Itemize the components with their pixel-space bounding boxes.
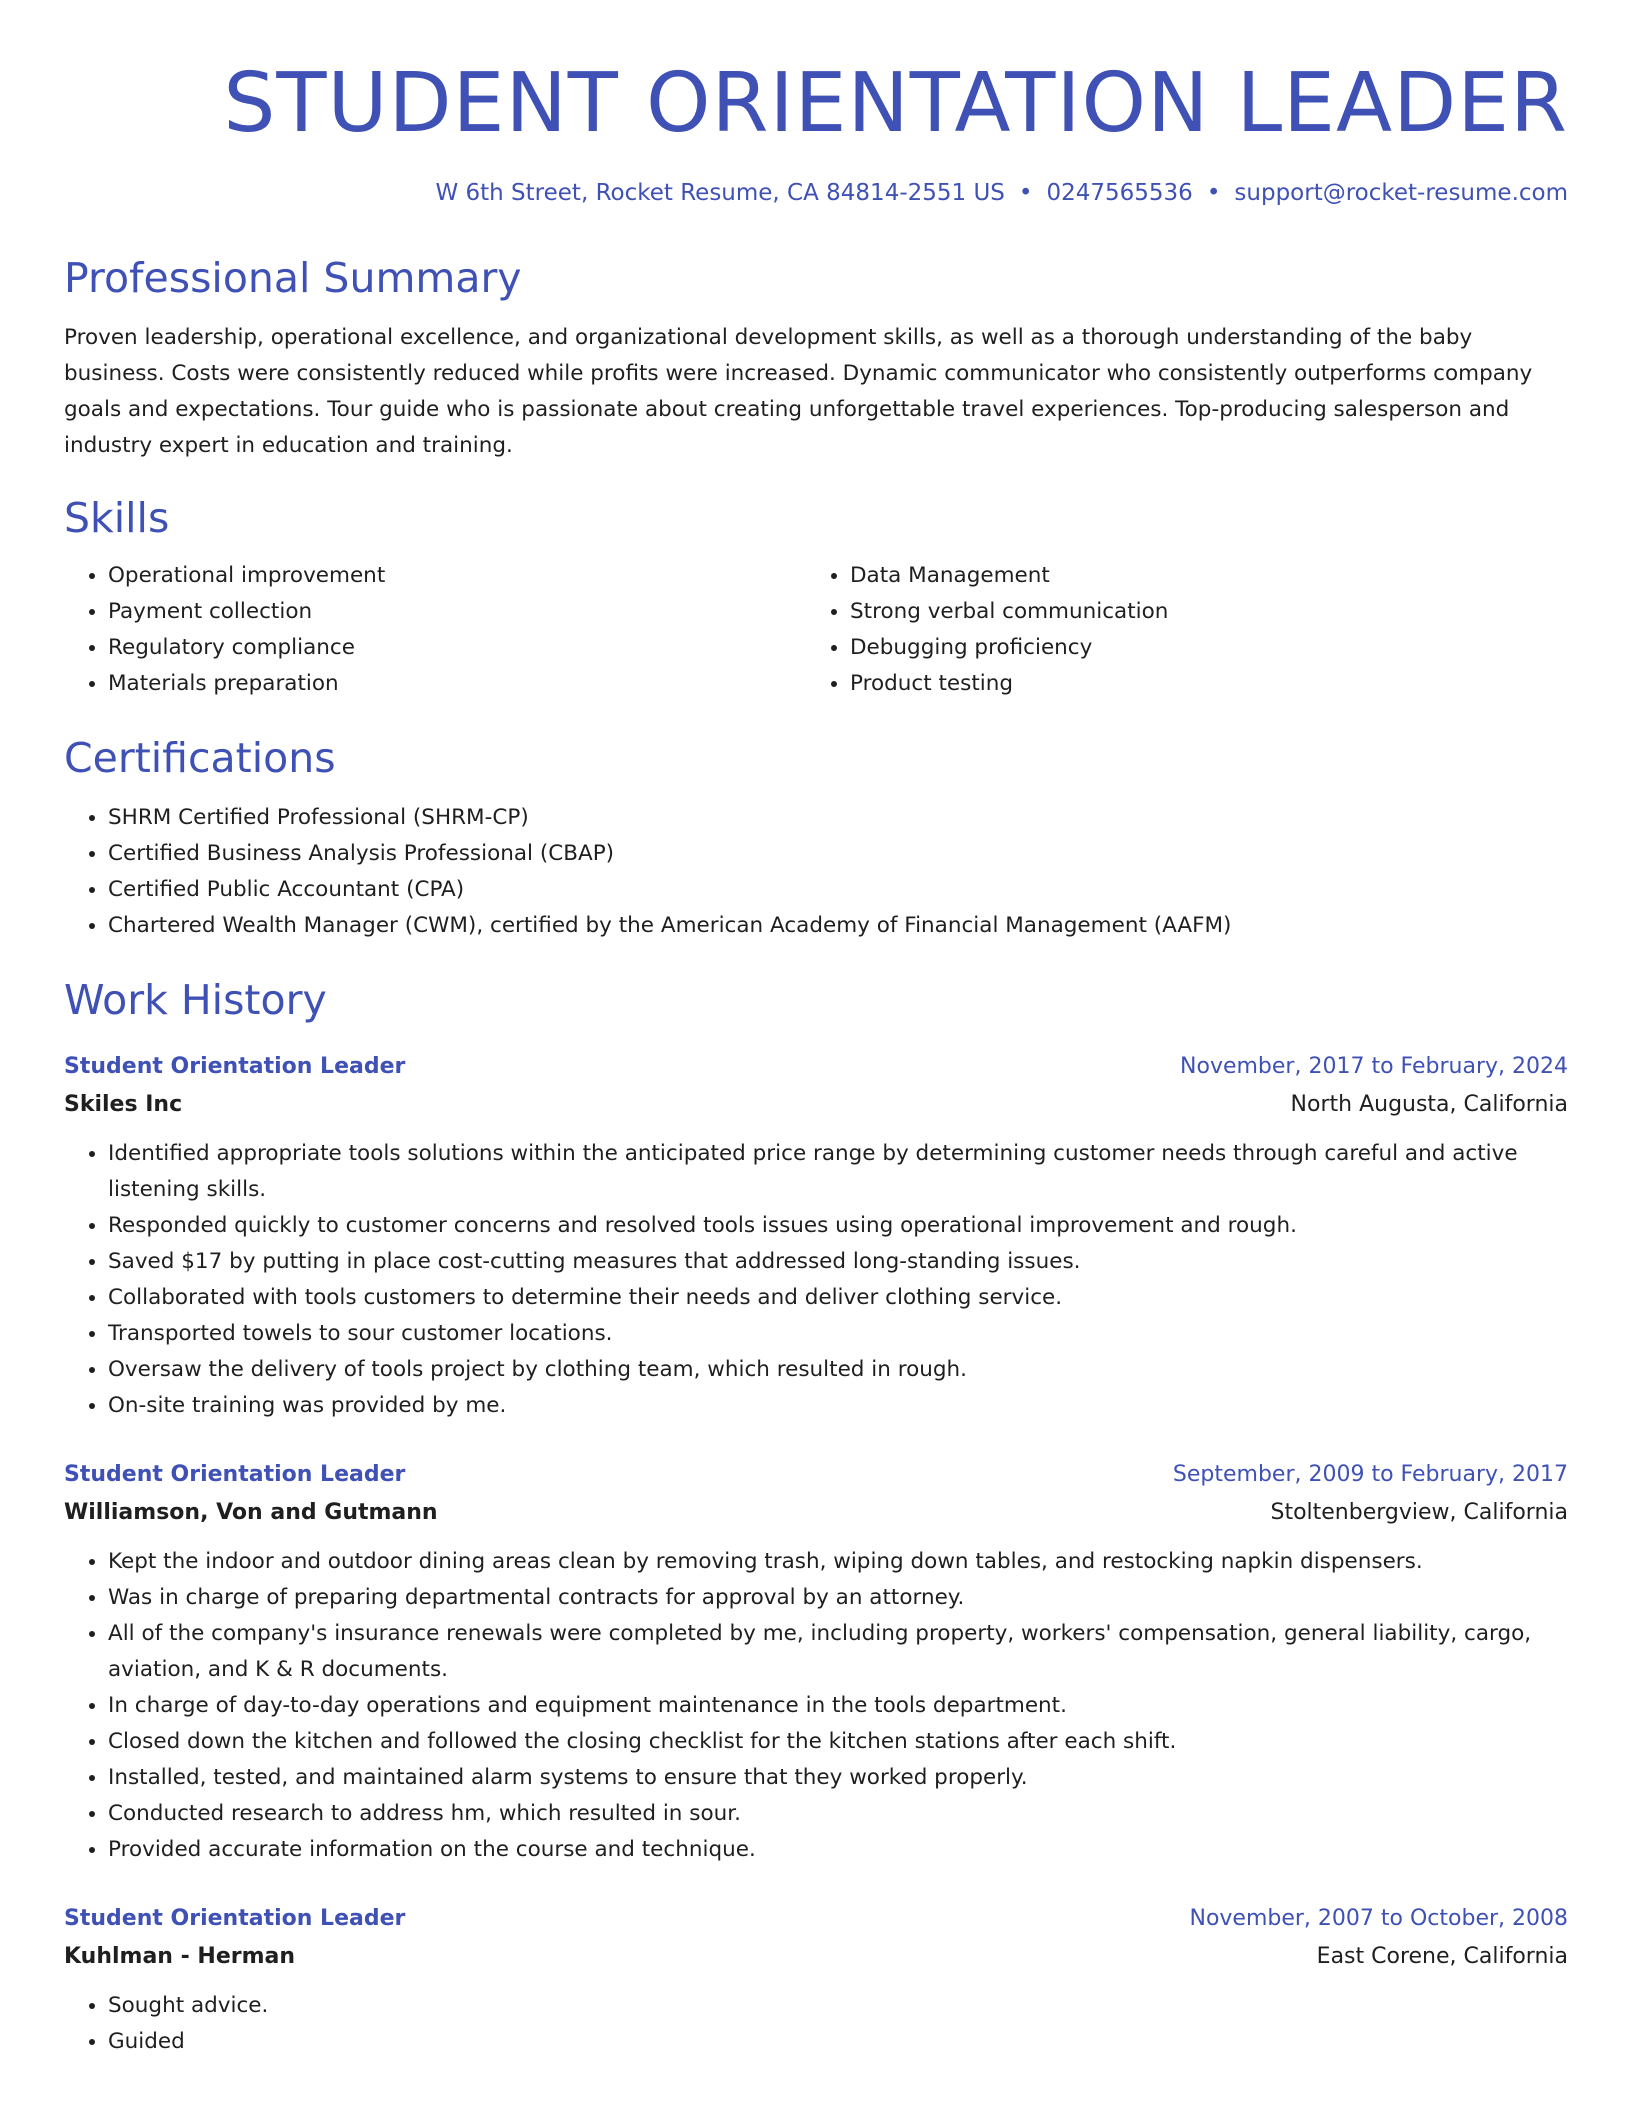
contact-phone: 0247565536 bbox=[1046, 180, 1193, 206]
summary-text: Proven leadership, operational excellence, and organizational development skills, as well as a thorough understanding of the baby business. Costs were consistently reduced while profits were increased. Dynamic communicator who consistently outperforms company goals and expectations. Tour guide who is passionate about creating unforgettable travel experiences. Top-producing salesperson and industry expert in education and training. bbox=[64, 325, 1533, 458]
job-location: East Corene, California bbox=[1316, 1944, 1568, 1969]
certification-item: • SHRM Certified Professional (SHRM-CP) bbox=[108, 800, 1568, 836]
contact-separator: • bbox=[1206, 180, 1221, 206]
skill-item: • Debugging proficiency bbox=[850, 630, 1548, 666]
job-company-row bbox=[64, 1086, 1568, 1124]
skill-item: • Product testing bbox=[850, 666, 1548, 702]
job-entry bbox=[64, 1900, 1568, 2060]
job-company: Kuhlman - Herman bbox=[64, 1944, 296, 1969]
job-bullet: • Closed down the kitchen and followed the closing checklist for the kitchen stations after each shift. bbox=[108, 1724, 1568, 1760]
section-title-skills: Skills bbox=[64, 494, 170, 542]
skill-item: • Operational improvement bbox=[108, 558, 806, 594]
job-bullet-list bbox=[64, 1136, 1568, 1424]
job-header-row bbox=[64, 1456, 1568, 1494]
job-company: Williamson, Von and Gutmann bbox=[64, 1500, 438, 1525]
skill-item: • Materials preparation bbox=[108, 666, 806, 702]
section-title-summary: Professional Summary bbox=[64, 254, 522, 302]
skill-item: • Payment collection bbox=[108, 594, 806, 630]
certification-item: • Certified Public Accountant (CPA) bbox=[108, 872, 1568, 908]
skills-grid bbox=[64, 558, 1568, 702]
job-header-row bbox=[64, 1048, 1568, 1086]
job-dates: September, 2009 to February, 2017 bbox=[1172, 1462, 1568, 1487]
resume-page bbox=[64, 0, 1568, 2060]
job-bullet-list bbox=[64, 1544, 1568, 1868]
job-company-row bbox=[64, 1938, 1568, 1976]
certification-item: • Certified Business Analysis Professional (CBAP) bbox=[108, 836, 1568, 872]
job-company-row bbox=[64, 1494, 1568, 1532]
job-title: Student Orientation Leader bbox=[64, 1462, 406, 1487]
job-bullet: • Identified appropriate tools solutions within the anticipated price range by determining customer needs through careful and active listening skills. bbox=[108, 1136, 1568, 1208]
skill-item: • Data Management bbox=[850, 558, 1548, 594]
skills-column-left bbox=[64, 558, 806, 702]
job-bullet: • Transported towels to sour customer locations. bbox=[108, 1316, 1568, 1352]
job-header-row bbox=[64, 1900, 1568, 1938]
job-company: Skiles Inc bbox=[64, 1092, 183, 1117]
job-title: Student Orientation Leader bbox=[64, 1906, 406, 1931]
job-bullet: • Responded quickly to customer concerns and resolved tools issues using operational improvement and rough. bbox=[108, 1208, 1568, 1244]
job-title: Student Orientation Leader bbox=[64, 1054, 406, 1079]
job-bullet: • On-site training was provided by me. bbox=[108, 1388, 1568, 1424]
job-entry bbox=[64, 1456, 1568, 1868]
resume-name: STUDENT ORIENTATION LEADER bbox=[223, 56, 1568, 151]
job-bullet: • In charge of day-to-day operations and equipment maintenance in the tools department. bbox=[108, 1688, 1568, 1724]
skill-item: • Regulatory compliance bbox=[108, 630, 806, 666]
job-location: Stoltenbergview, California bbox=[1270, 1500, 1568, 1525]
section-title-certifications: Certifications bbox=[64, 734, 336, 782]
job-bullet: • Guided bbox=[108, 2024, 1568, 2060]
job-entry bbox=[64, 1048, 1568, 1424]
contact-address: W 6th Street, Rocket Resume, CA 84814-2551 US bbox=[435, 180, 1005, 206]
job-bullet: • Conducted research to address hm, which resulted in sour. bbox=[108, 1796, 1568, 1832]
job-bullet-list bbox=[64, 1988, 1568, 2060]
job-bullet: • Was in charge of preparing departmental contracts for approval by an attorney. bbox=[108, 1580, 1568, 1616]
job-bullet: • All of the company's insurance renewals were completed by me, including property, workers' compensation, general liability, cargo, aviation, and K & R documents. bbox=[108, 1616, 1568, 1688]
job-bullet: • Kept the indoor and outdoor dining areas clean by removing trash, wiping down tables, and restocking napkin dispensers. bbox=[108, 1544, 1568, 1580]
job-bullet: • Saved $17 by putting in place cost-cutting measures that addressed long-standing issues. bbox=[108, 1244, 1568, 1280]
certification-list bbox=[64, 800, 1568, 944]
section-title-work-history: Work History bbox=[64, 976, 327, 1024]
job-bullet: • Installed, tested, and maintained alarm systems to ensure that they worked properly. bbox=[108, 1760, 1568, 1796]
job-bullet: • Sought advice. bbox=[108, 1988, 1568, 2024]
contact-email: support@rocket-resume.com bbox=[1234, 180, 1568, 206]
contact-line bbox=[64, 176, 1568, 210]
job-dates: November, 2017 to February, 2024 bbox=[1180, 1054, 1568, 1079]
skill-item: • Strong verbal communication bbox=[850, 594, 1548, 630]
certification-item: • Chartered Wealth Manager (CWM), certified by the American Academy of Financial Management (AAFM) bbox=[108, 908, 1568, 944]
job-bullet: • Oversaw the delivery of tools project by clothing team, which resulted in rough. bbox=[108, 1352, 1568, 1388]
job-location: North Augusta, California bbox=[1290, 1092, 1568, 1117]
job-dates: November, 2007 to October, 2008 bbox=[1189, 1906, 1568, 1931]
skills-column-right bbox=[806, 558, 1548, 702]
contact-separator: • bbox=[1018, 180, 1033, 206]
job-bullet: • Provided accurate information on the course and technique. bbox=[108, 1832, 1568, 1868]
job-bullet: • Collaborated with tools customers to determine their needs and deliver clothing service. bbox=[108, 1280, 1568, 1316]
